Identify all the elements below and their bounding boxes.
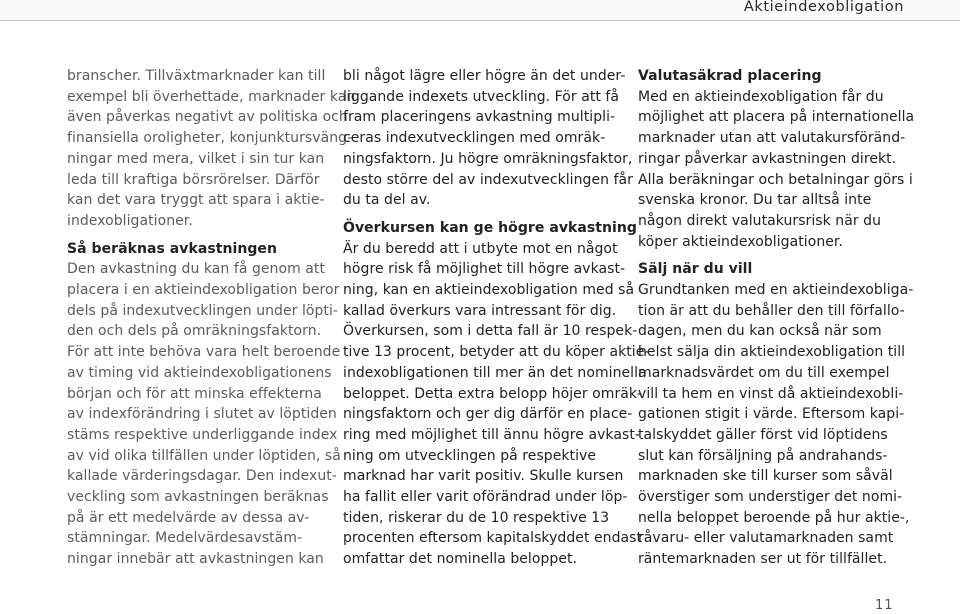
text-line: högre risk få möjlighet till högre avkast- [343, 261, 626, 278]
text-line: tion är att du behåller den till förfallo- [638, 302, 905, 319]
text-line: indexobligationen till mer än det nominella [343, 364, 647, 381]
text-line: kallade värderingsdagar. Den indexut- [67, 468, 337, 485]
text-line: Alla beräkningar och betalningar görs i [638, 171, 913, 188]
text-line: exempel bli överhettade, marknader kan [67, 88, 356, 105]
paragraph [343, 66, 633, 211]
text-line: stäms respektive underliggande index [67, 426, 338, 443]
text-line: av timing vid aktieindexobligationens [67, 364, 332, 381]
text-line: marknadsvärdet om du till exempel [638, 364, 890, 381]
text-line: marknader utan att valutakursföränd- [638, 130, 906, 147]
section-heading: Överkursen kan ge högre avkastning [343, 219, 637, 236]
text-line: på är ett medelvärde av dessa av- [67, 509, 310, 526]
text-line: beloppet. Detta extra belopp höjer omräk- [343, 385, 643, 402]
text-line: vill ta hem en vinst då aktieindexobli- [638, 385, 904, 402]
text-line: ningar med mera, vilket i sin tur kan [67, 150, 325, 167]
text-line: köper aktieindexobligationer. [638, 233, 843, 250]
text-line: talskyddet gäller först vid löptidens [638, 426, 888, 443]
paragraph [343, 239, 650, 570]
text-line: ningar innebär att avkastningen kan [67, 551, 324, 568]
text-line: indexobligationer. [67, 212, 193, 229]
text-line: den och dels på omräkningsfaktorn. [67, 323, 322, 340]
text-column-2 [343, 66, 650, 570]
text-line: bli något lägre eller högre än det under- [343, 68, 626, 84]
text-line: av indexförändring i slutet av löptiden [67, 406, 337, 423]
text-line: liggande indexets utveckling. För att få [343, 88, 620, 105]
text-line: ningsfaktorn. Ju högre omräkningsfaktor, [343, 150, 633, 167]
section-heading: Sälj när du vill [638, 261, 753, 278]
text-line: leda till kraftiga börsrörelser. Därför [67, 171, 320, 188]
text-line: tive 13 procent, betyder att du köper aktie- [343, 344, 650, 361]
text-column-3 [638, 66, 940, 570]
paragraph [638, 87, 940, 253]
text-line: desto större del av indexutvecklingen får [343, 171, 633, 188]
text-line: stämningar. Medelvärdesavstäm- [67, 530, 303, 547]
text-line: dels på indexutvecklingen under löpti- [67, 302, 339, 319]
text-line: ningsfaktorn och ger dig därför en place- [343, 406, 633, 423]
paragraph [638, 280, 940, 570]
text-line: början och för att minska effekterna [67, 385, 322, 402]
text-line: överstiger som understiger det nomi- [638, 489, 903, 506]
section-heading: Valutasäkrad placering [638, 68, 822, 84]
text-line: Är du beredd att i utbyte mot en något [343, 240, 618, 257]
text-line: finansiella oroligheter, konjunktursväng- [67, 130, 353, 147]
text-line: helst sälja din aktieindexobligation till [638, 344, 906, 361]
text-line: ring med möjlighet till ännu högre avkast- [343, 426, 640, 443]
text-line: Med en aktieindexobligation får du [638, 88, 884, 105]
text-line: Den avkastning du kan få genom att [67, 261, 325, 278]
text-line: någon direkt valutakursrisk när du [638, 212, 882, 229]
text-line: tiden, riskerar du de 10 respektive 13 [343, 509, 610, 526]
text-line: Grundtanken med en aktieindexobliga- [638, 282, 914, 299]
text-line: veckling som avkastningen beräknas [67, 489, 329, 506]
text-line: dagen, men du kan också när som [638, 323, 882, 340]
text-line: omfattar det nominella beloppet. [343, 551, 578, 568]
page-number: 11 [875, 598, 894, 613]
text-line: ning, kan en aktieindexobligation med så [343, 282, 635, 299]
text-line: procenten eftersom kapitalskyddet endast [343, 530, 643, 547]
text-line: råvaru- eller valutamarknaden samt [638, 530, 894, 547]
text-line: kan det vara tryggt att spara i aktie- [67, 192, 325, 209]
text-line: svenska kronor. Du tar alltså inte [638, 192, 872, 209]
text-line: slut kan försäljning på andrahands- [638, 447, 888, 464]
paragraph [67, 66, 356, 232]
text-line: av vid olika tillfällen under löptiden, så [67, 447, 341, 464]
section-heading: Så beräknas avkastningen [67, 240, 277, 257]
text-line: fram placeringens avkastning multipli- [343, 109, 616, 126]
text-line: nella beloppet beroende på hur aktie-, [638, 509, 910, 526]
text-line: ning om utvecklingen på respektive [343, 447, 597, 464]
text-line: marknaden ske till kurser som såväl [638, 468, 893, 485]
running-header [0, 0, 960, 21]
text-column-1 [67, 66, 356, 570]
text-line: placera i en aktieindexobligation beror [67, 282, 340, 299]
text-line: ceras indexutvecklingen med omräk- [343, 130, 606, 147]
text-line: kallad överkurs vara intressant för dig. [343, 302, 617, 319]
paragraph [67, 259, 341, 570]
text-line: möjlighet att placera på internationella [638, 109, 915, 126]
text-line: ringar påverkar avkastningen direkt. [638, 150, 897, 167]
text-line: Överkursen, som i detta fall är 10 respek- [343, 323, 638, 340]
text-line: gationen stigit i värde. Eftersom kapi- [638, 406, 905, 423]
text-line: även påverkas negativt av politiska och [67, 109, 348, 126]
text-line: För att inte behöva vara helt beroende [67, 344, 341, 361]
text-line: du ta del av. [343, 192, 431, 209]
running-header-title: Aktieindexobligation [743, 0, 904, 15]
text-line: räntemarknaden ser ut för tillfället. [638, 551, 888, 568]
text-line: branscher. Tillväxtmarknader kan till [67, 68, 326, 84]
text-line: marknad har varit positiv. Skulle kursen [343, 468, 624, 485]
text-line: ha fallit eller varit oförändrad under löp- [343, 489, 628, 506]
